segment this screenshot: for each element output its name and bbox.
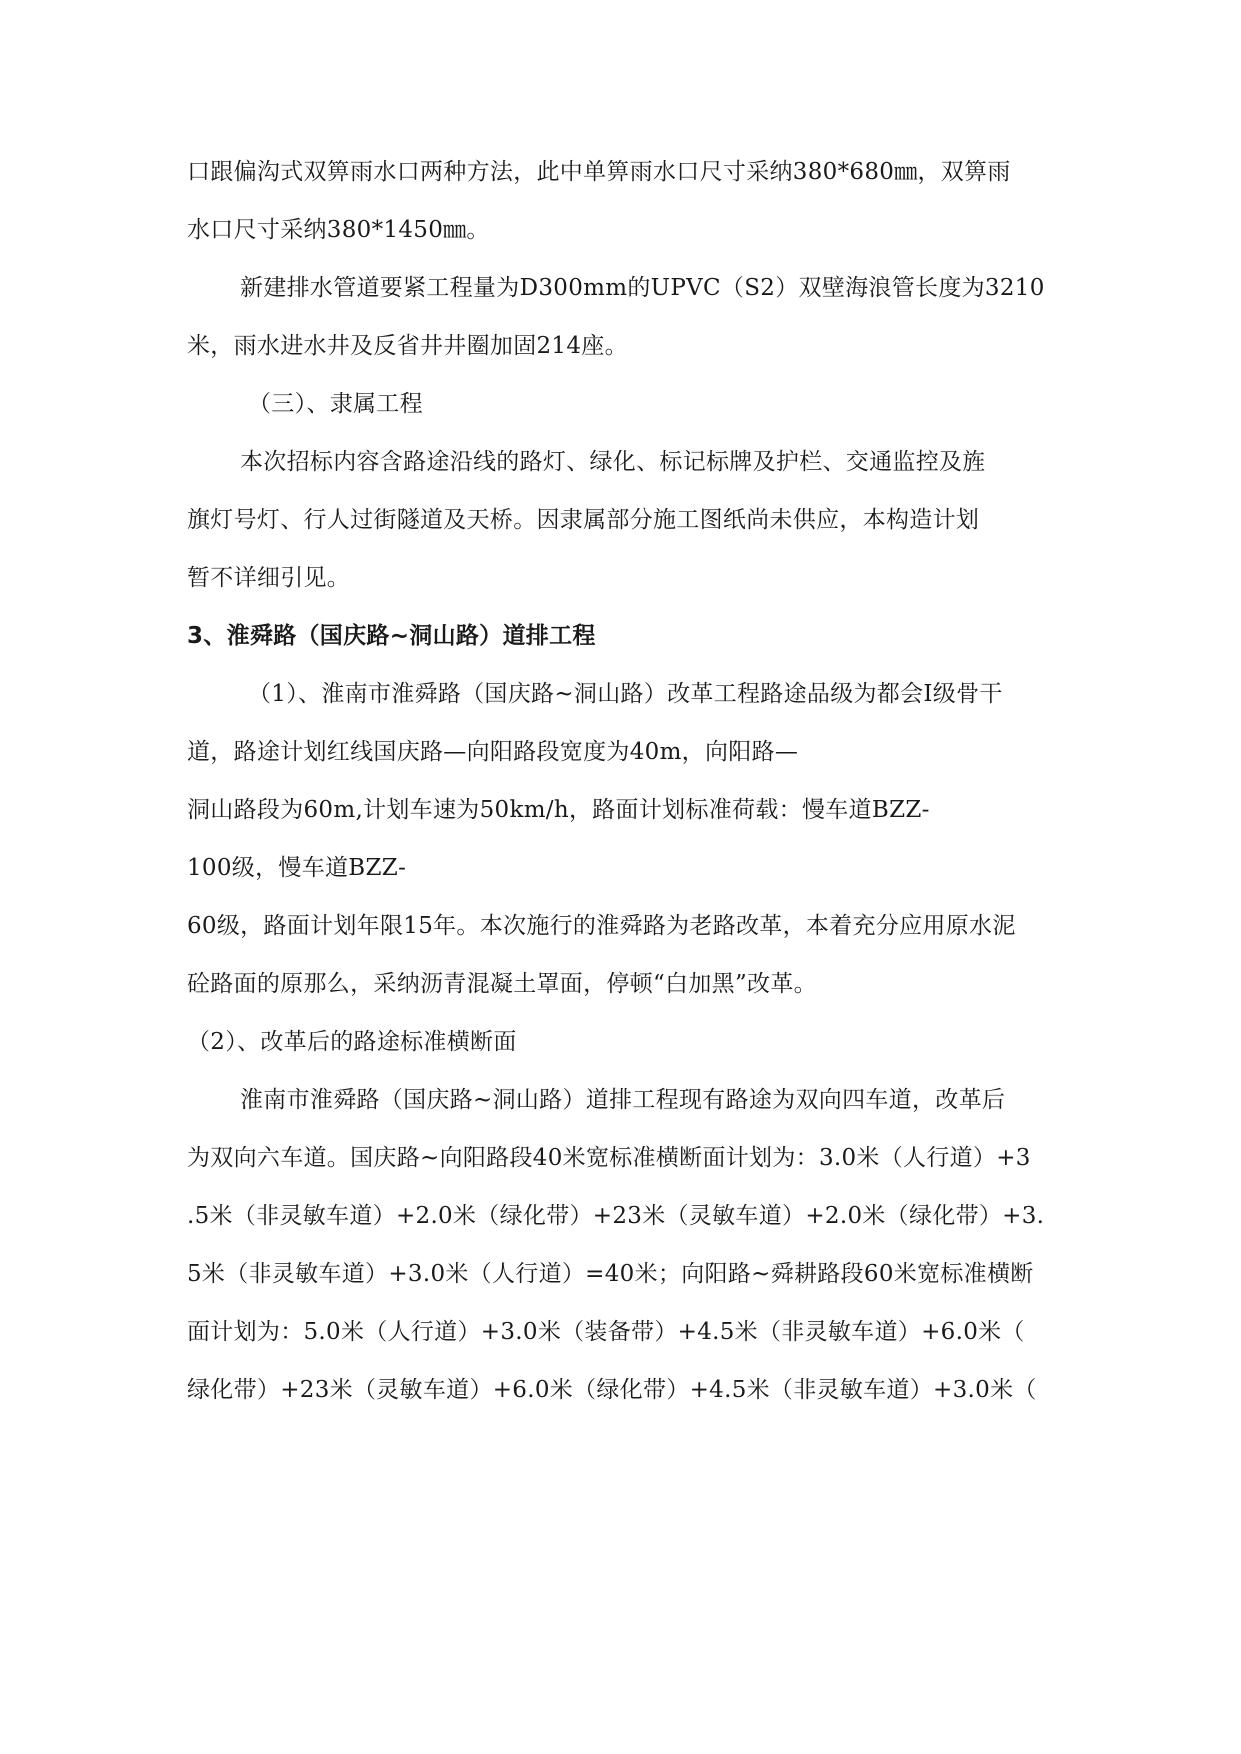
text-line: 绿化带）+23米（灵敏车道）+6.0米（绿化带）+4.5米（非灵敏车道）+3.0米（ [187, 1377, 1037, 1403]
paragraph-start: （1）、淮南市淮舜路（国庆路~洞山路）改革工程路途品级为都会Ⅰ级骨干 [248, 681, 1003, 707]
text-line: 水口尺寸采纳380*1450㎜。 [187, 217, 490, 243]
text-line: 5米（非灵敏车道）+3.0米（人行道）=40米；向阳路~舜耕路段60米宽标准横断 [187, 1261, 1034, 1287]
text-line: 口跟偏沟式双箅雨水口两种方法，此中单箅雨水口尺寸采纳380*680㎜，双箅雨 [187, 159, 1011, 185]
paragraph-start: 淮南市淮舜路（国庆路~洞山路）道排工程现有路途为双向四车道，改革后 [240, 1087, 1006, 1113]
text-line: 道，路途计划红线国庆路—向阳路段宽度为40m，向阳路— [187, 739, 799, 765]
text-line: 为双向六车道。国庆路~向阳路段40米宽标准横断面计划为：3.0米（人行道）+3 [187, 1145, 1031, 1171]
text-line: 60级，路面计划年限15年。本次施行的淮舜路为老路改革，本着充分应用原水泥 [187, 913, 1016, 939]
text-line: 旗灯号灯、行人过街隧道及天桥。因隶属部分施工图纸尚未供应，本构造计划 [187, 507, 980, 533]
sub-section-title: （2）、改革后的路途标准横断面 [187, 1029, 517, 1055]
text-line: 面计划为：5.0米（人行道）+3.0米（装备带）+4.5米（非灵敏车道）+6.0米（ [187, 1319, 1025, 1345]
text-line: 暂不详细引见。 [187, 565, 351, 591]
text-line: .5米（非灵敏车道）+2.0米（绿化带）+23米（灵敏车道）+2.0米（绿化带）+3. [187, 1203, 1045, 1229]
section-heading: 3、淮舜路（国庆路~洞山路）道排工程 [187, 623, 596, 649]
paragraph-start: 新建排水管道要紧工程量为D300mm的UPVC（S2）双壁海浪管长度为3210 [240, 275, 1045, 301]
text-line: 100级，慢车道BZZ- [187, 855, 407, 881]
section-title: （三）、隶属工程 [248, 391, 423, 417]
text-line: 洞山路段为60m,计划车速为50km/h，路面计划标准荷载：慢车道BZZ- [187, 797, 930, 823]
paragraph-start: 本次招标内容含路途沿线的路灯、绿化、标记标牌及护栏、交通监控及旌 [240, 449, 986, 475]
text-line: 米，雨水进水井及反省井井圈加固214座。 [187, 333, 628, 359]
text-line: 砼路面的原那么，采纳沥青混凝土罩面，停顿“白加黑”改革。 [187, 971, 817, 997]
